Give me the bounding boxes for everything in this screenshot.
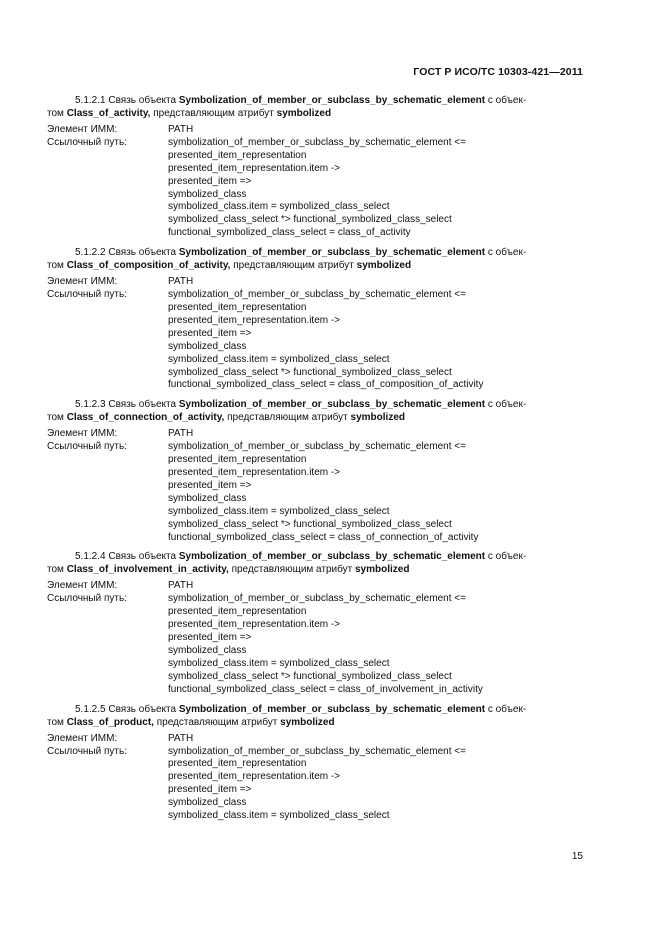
path-line: symbolized_class.item = symbolized_class_select (168, 657, 390, 669)
entity-name: Symbolization_of_member_or_subclass_by_schematic_element (178, 247, 486, 259)
path-line: symbolized_class.item = symbolized_class_select (168, 353, 390, 365)
attribute-name: symbolized (355, 564, 410, 576)
reference-path-row (47, 441, 583, 544)
entity-name: Symbolization_of_member_or_subclass_by_schematic_element (178, 703, 486, 715)
path-line: symbolization_of_member_or_subclass_by_schematic_element <= (168, 289, 466, 301)
imm-value: PATH (168, 276, 194, 288)
entity-name: Symbolization_of_member_or_subclass_by_schematic_element (178, 95, 486, 106)
entity-name: Symbolization_of_member_or_subclass_by_schematic_element (178, 399, 486, 411)
section-number: 5.1.2.3 (75, 399, 106, 411)
path-line: functional_symbolized_class_select = class_of_activity (168, 227, 411, 239)
imm-value: PATH (168, 732, 194, 744)
path-line: presented_item => (168, 327, 252, 339)
mapping-section (47, 398, 583, 544)
section-intro: 5.1.2.3 Связь объекта Symbolization_of_member_or_subclass_by_schematic_element с объек- том Class_of_connection_of_activity, представляющим атрибут symbolized (47, 399, 527, 424)
path-line: presented_item => (168, 784, 252, 796)
section-intro: 5.1.2.5 Связь объекта Symbolization_of_member_or_subclass_by_schematic_element с объек- том Class_of_product, представляющим атрибут symbolized (47, 703, 527, 728)
imm-label: Элемент ИММ: (47, 428, 118, 440)
path-line: presented_item_representation (168, 606, 307, 618)
section-intro: 5.1.2.1 Связь объекта Symbolization_of_member_or_subclass_by_schematic_element с объек- том Class_of_activity, представляющим атрибут symbolized (47, 95, 527, 119)
imm-label: Элемент ИММ: (47, 276, 118, 288)
path-line: symbolized_class (168, 340, 247, 352)
path-line: symbolized_class_select *> functional_symbolized_class_select (168, 518, 452, 530)
path-line: symbolized_class_select *> functional_symbolized_class_select (168, 214, 452, 226)
reference-path-row (47, 137, 583, 240)
path-line: symbolized_class_select *> functional_symbolized_class_select (168, 670, 452, 682)
target-entity: Class_of_activity, (66, 108, 151, 119)
imm-label: Элемент ИММ: (47, 124, 118, 135)
path-line: presented_item_representation.item -> (168, 467, 341, 479)
mapping-section (47, 550, 583, 696)
path-line: presented_item_representation.item -> (168, 314, 341, 326)
section-number: 5.1.2.4 (75, 551, 106, 563)
mapping-section (47, 703, 583, 823)
path-lines (168, 593, 583, 696)
path-line: symbolized_class (168, 797, 247, 809)
attribute-name: symbolized (276, 108, 332, 119)
path-line: presented_item_representation (168, 758, 307, 770)
document-header: ГОСТ Р ИСО/ТС 10303-421—2011 (413, 66, 583, 78)
path-line: presented_item => (168, 175, 252, 187)
path-line: symbolized_class.item = symbolized_class_select (168, 505, 390, 517)
path-line: symbolized_class.item = symbolized_class_select (168, 810, 390, 822)
reference-path-row (47, 593, 583, 696)
attribute-name: symbolized (356, 260, 412, 272)
target-entity: Class_of_involvement_in_activity, (66, 564, 229, 576)
entity-name: Symbolization_of_member_or_subclass_by_schematic_element (178, 551, 486, 563)
imm-element-row (47, 124, 583, 137)
path-line: symbolization_of_member_or_subclass_by_schematic_element <= (168, 441, 466, 453)
target-entity: Class_of_product, (66, 716, 154, 728)
path-line: functional_symbolized_class_select = class_of_involvement_in_activity (168, 683, 483, 695)
reference-path-row (47, 289, 583, 392)
path-lines (168, 746, 583, 823)
imm-element-row (47, 733, 583, 746)
section-number: 5.1.2.1 (75, 95, 106, 106)
target-entity: Class_of_composition_of_activity, (66, 260, 231, 272)
path-line: functional_symbolized_class_select = class_of_connection_of_activity (168, 531, 479, 543)
section-number: 5.1.2.2 (75, 247, 106, 259)
path-line: symbolized_class (168, 492, 247, 504)
imm-element-row (47, 276, 583, 289)
document-body (47, 94, 583, 829)
path-lines (168, 137, 583, 240)
imm-element-row (47, 428, 583, 441)
path-label: Ссылочный путь: (47, 593, 127, 605)
path-line: presented_item_representation.item -> (168, 162, 341, 174)
imm-value: PATH (168, 428, 194, 440)
attribute-name: symbolized (350, 412, 406, 424)
path-label: Ссылочный путь: (47, 745, 127, 757)
path-line: presented_item_representation (168, 301, 307, 313)
reference-path-row (47, 746, 583, 823)
path-lines (168, 289, 583, 392)
path-line: functional_symbolized_class_select = class_of_composition_of_activity (168, 379, 484, 391)
path-line: presented_item => (168, 479, 252, 491)
path-lines (168, 441, 583, 544)
section-intro: 5.1.2.2 Связь объекта Symbolization_of_member_or_subclass_by_schematic_element с объек- том Class_of_composition_of_activity, представляющим атрибут symbolized (47, 247, 527, 272)
section-number: 5.1.2.5 (75, 703, 106, 715)
attribute-name: symbolized (280, 716, 335, 728)
path-label: Ссылочный путь: (47, 289, 127, 301)
page-number: 15 (571, 851, 583, 862)
path-label: Ссылочный путь: (47, 441, 127, 453)
path-line: presented_item_representation.item -> (168, 771, 341, 783)
target-entity: Class_of_connection_of_activity, (66, 412, 225, 424)
mapping-section (47, 246, 583, 392)
imm-value: PATH (168, 580, 194, 592)
path-line: presented_item_representation (168, 454, 307, 466)
path-line: symbolization_of_member_or_subclass_by_schematic_element <= (168, 745, 466, 757)
path-line: symbolized_class (168, 188, 247, 200)
path-line: symbolization_of_member_or_subclass_by_schematic_element <= (168, 593, 466, 605)
section-intro: 5.1.2.4 Связь объекта Symbolization_of_member_or_subclass_by_schematic_element с объек- том Class_of_involvement_in_activity, представляющим атрибут symbolized (47, 551, 527, 576)
path-line: symbolized_class.item = symbolized_class_select (168, 201, 390, 213)
path-line: symbolization_of_member_or_subclass_by_schematic_element <= (168, 136, 466, 148)
imm-label: Элемент ИММ: (47, 580, 118, 592)
imm-element-row (47, 580, 583, 593)
path-line: presented_item_representation (168, 149, 307, 161)
mapping-section (47, 94, 583, 240)
imm-label: Элемент ИММ: (47, 732, 118, 744)
path-line: presented_item => (168, 632, 252, 644)
path-line: presented_item_representation.item -> (168, 619, 341, 631)
imm-value: PATH (168, 124, 194, 135)
path-line: symbolized_class (168, 645, 247, 656)
path-line: symbolized_class_select *> functional_symbolized_class_select (168, 366, 452, 378)
path-label: Ссылочный путь: (47, 136, 127, 148)
